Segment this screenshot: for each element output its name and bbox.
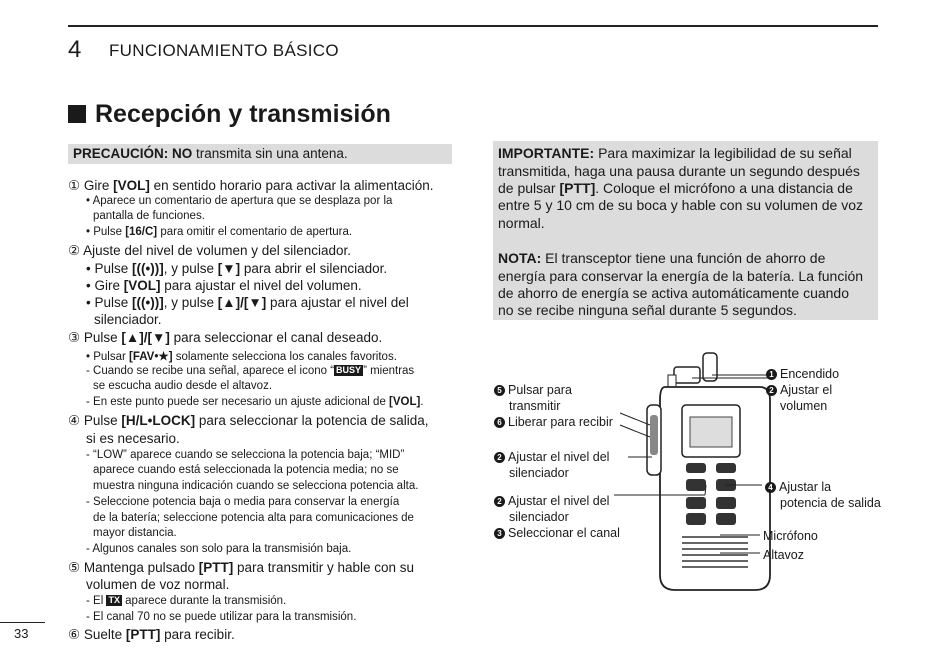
callout-power: 1 Encendido: [766, 367, 839, 381]
step-4-note: aparece cuando está seleccionada la potencia media; no se: [93, 464, 399, 476]
callout-number-icon: 1: [766, 369, 777, 380]
step-2-bullet: • Pulse [((•))], y pulse [▲]/[▼] para ajustar el nivel del: [86, 295, 409, 310]
step-3-note: se escucha audio desde el altavoz.: [93, 380, 273, 392]
step-3-note: - Cuando se recibe una señal, aparece el icono “ BUSY ” mientras: [86, 365, 415, 377]
radio-illustration: [610, 345, 880, 605]
note-line: de ahorro de energía se activa automáticamente cuando: [498, 285, 850, 301]
important-line: transmitida, haga una pausa durante un segundo después: [498, 163, 860, 179]
step-4: ④ Pulse [H/L•LOCK] para seleccionar la potencia de salida,: [68, 413, 429, 428]
step-4-note: - Algunos canales son solo para la transmisión baja.: [86, 543, 352, 555]
busy-icon: BUSY: [336, 365, 362, 375]
note-line: no se recibe ninguna señal durante 5 segundos.: [498, 302, 797, 318]
important-line: normal.: [498, 215, 545, 231]
callout-squelch-a: 2 Ajustar el nivel del: [494, 450, 609, 464]
chapter-title: FUNCIONAMIENTO BÁSICO: [109, 41, 339, 60]
note-line: NOTA: El transceptor tiene una función de ahorro de: [498, 250, 826, 266]
callout-squelch-a-2: silenciador: [509, 466, 569, 480]
step-3-note: - En este punto puede ser necesario un ajuste adicional de [VOL].: [86, 396, 424, 408]
top-rule: [68, 25, 878, 27]
step-5-line2: volumen de voz normal.: [86, 577, 230, 592]
step-1-note: • Aparece un comentario de apertura que se desplaza por la: [86, 195, 393, 207]
callout-number-icon: 5: [494, 385, 505, 396]
callout-channel: 3 Seleccionar el canal: [494, 526, 620, 540]
step-1-note: • Pulse [16/C] para omitir el comentario de apertura.: [86, 226, 353, 238]
important-line: entre 5 y 10 cm de su boca y hable con su volumen de voz: [498, 197, 863, 213]
page-number: 33: [14, 626, 29, 641]
callout-ptt-2: transmitir: [509, 399, 561, 413]
callout-number-icon: 2: [766, 385, 777, 396]
callout-speaker: Altavoz: [763, 548, 804, 562]
callout-squelch-b: 2 Ajustar el nivel del: [494, 494, 609, 508]
note-line: energía para conservar la energía de la batería. La función: [498, 268, 864, 284]
step-3: ③ Pulse [▲]/[▼] para seleccionar el canal deseado.: [68, 330, 383, 345]
antenna-shape: [703, 353, 717, 381]
callout-number-icon: 3: [494, 528, 505, 539]
tx-icon: TX: [108, 595, 120, 605]
step-4-note: mayor distancia.: [93, 527, 177, 539]
callout-number-icon: 6: [494, 417, 505, 428]
page-number-rule: [0, 622, 45, 623]
step-4-line2: si es necesario.: [86, 431, 180, 446]
step-2-bullet: • Pulse [((•))], y pulse [▼] para abrir el silenciador.: [86, 261, 388, 276]
callout-volume-2: volumen: [780, 399, 828, 413]
step-4-note: - Seleccione potencia baja o media para conservar la energía: [86, 496, 400, 508]
callout-ptt: 5 Pulsar para: [494, 383, 572, 397]
callout-number-icon: 2: [494, 452, 505, 463]
callout-microphone: Micrófono: [763, 529, 818, 543]
callout-volume: 2 Ajustar el: [766, 383, 832, 397]
step-4-note: de la batería; seleccione potencia alta para comunicaciones de: [93, 512, 414, 524]
callout-squelch-b-2: silenciador: [509, 510, 569, 524]
section-square-icon: [68, 105, 86, 123]
step-6: ⑥ Suelte [PTT] para recibir.: [68, 627, 235, 642]
callout-power-output-2: potencia de salida: [780, 496, 881, 510]
step-1: ① Gire [VOL] en sentido horario para activar la alimentación.: [68, 178, 434, 193]
step-4-note: - “LOW” aparece cuando se selecciona la potencia baja; “MID”: [86, 449, 405, 461]
step-5-note: - El canal 70 no se puede utilizar para la transmisión.: [86, 611, 357, 623]
step-5: ⑤ Mantenga pulsado [PTT] para transmitir y hable con su: [68, 560, 415, 575]
step-3-note: • Pulsar [FAV•★] solamente selecciona los canales favoritos.: [86, 351, 397, 363]
callout-number-icon: 4: [765, 482, 776, 493]
step-4-note: muestra ninguna indicación cuando se selecciona potencia alta.: [93, 480, 419, 492]
step-2: ② Ajuste del nivel de volumen y del silenciador.: [68, 243, 352, 258]
volume-knob-shape: [674, 367, 700, 383]
important-line: de pulsar [PTT]. Coloque el micrófono a una distancia de: [498, 180, 853, 196]
section-title: Recepción y transmisión: [95, 100, 391, 128]
callout-power-output: 4 Ajustar la: [765, 480, 831, 494]
step-2-bullet: silenciador.: [94, 312, 162, 327]
caution-text: PRECAUCIÓN: NO transmita sin una antena.: [73, 146, 348, 161]
callout-number-icon: 2: [494, 496, 505, 507]
important-line: IMPORTANTE: Para maximizar la legibilidad de su señal: [498, 145, 852, 161]
step-5-note: - El TX aparece durante la transmisión.: [86, 595, 287, 607]
chapter-number: 4: [68, 36, 82, 63]
step-1-note: pantalla de funciones.: [93, 210, 205, 222]
callout-release: 6 Liberar para recibir: [494, 415, 613, 429]
step-2-bullet: • Gire [VOL] para ajustar el nivel del volumen.: [86, 278, 362, 293]
